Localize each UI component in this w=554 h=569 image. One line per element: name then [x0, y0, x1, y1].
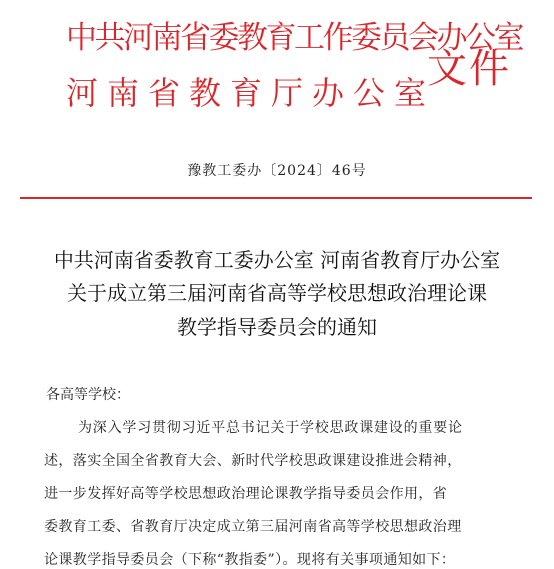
document-title-line-3: 教学指导委员会的通知 — [177, 315, 377, 339]
body-paragraph-line: 论课教学指导委员会（下称“教指委”）。现将有关事项通知如下： — [44, 552, 456, 568]
body-paragraph-line: 进一步发挥好高等学校思想政治理论课教学指导委员会作用，省 — [44, 486, 448, 502]
body-paragraph-line: 委教育工委、省教育厅决定成立第三届河南省高等学校思想政治理 — [44, 519, 462, 535]
document-type-label: 文件 — [427, 46, 511, 92]
issuer-line-1: 中共河南省委教育工作委员会办公室 — [66, 20, 522, 56]
addressee: 各高等学校： — [46, 387, 130, 403]
body-paragraph-line: 述，落实全国全省教育大会、新时代学校思政课建设推进会精神， — [44, 453, 462, 469]
issuer-line-2: 河南省教育厅办公室 — [66, 74, 436, 112]
document-title-line-2: 关于成立第三届河南省高等学校思想政治理论课 — [67, 281, 487, 305]
document-title-line-1: 中共河南省委教育工委办公室 河南省教育厅办公室 — [53, 248, 501, 272]
document-header — [0, 0, 554, 120]
document-number: 豫教工委办〔2024〕46号 — [187, 163, 367, 179]
red-separator-rule — [20, 197, 532, 199]
body-paragraph-line: 为深入学习贯彻习近平总书记关于学校思政课建设的重要论 — [78, 420, 463, 436]
